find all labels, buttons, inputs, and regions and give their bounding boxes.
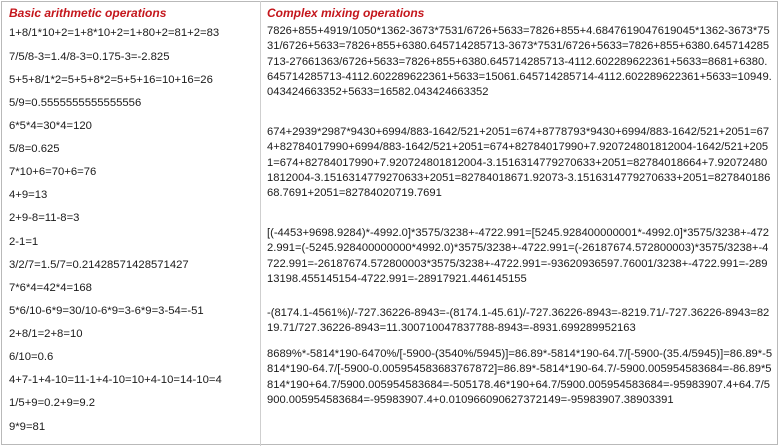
list-item: 1+8/1*10+2=1+8*10+2=1+80+2=81+2=83 — [9, 27, 220, 39]
expression-block: -(8174.1-4561%)/-727.36226-8943=-(8174.1-45.61)/-727.36226-8943=-8219.71/-727.36226-8943=8219.71/727.36226-8943=11.300710047837788-8943=-8931.699289952163 — [267, 307, 770, 335]
list-item: 5*6/10-6*9=30/10-6*9=3-6*9=3-54=-51 — [9, 305, 204, 317]
expression-block: 8689%*-5814*190-6470%/[-5900-(3540%/5945)]=86.89*-5814*190-64.7/[-5900-(35.4/5945)]=86.89*-5814*190-64.7/[-5900-0.005954583683767872]=86.89*-5814*190-64.7/-5900.005954583684=-86.89*5814*190+64.7/5900.005954583684=-505178.46*190+64.7/5900.005954583684=-95983907.4+64.7/5900.005954583684=-95983907.4+0.010966090627372149=-95983907.38903391 — [267, 348, 773, 406]
list-item: 7/5/8-3=1.4/8-3=0.175-3=-2.825 — [9, 51, 170, 63]
list-item: 2-1=1 — [9, 236, 39, 248]
expression-block: 7826+855+4919/1050*1362-3673*7531/6726+5633=7826+855+4.6847619047619045*1362-3673*7531/6726+5633=7826+855+6380.645714285713-3673*7531/6726+5633=7826+855+6380.645714285713-27661363/6726+5633=7826+855+6380.645714285713-4112.602289622361+5633=8681+6380.645714285713-4112.602289622361+5633=15061.645714285714-4112.602289622361+5633=10949.043424663352+5633=16582.043424663352 — [267, 25, 772, 99]
expression-block: 674+2939*2987*9430+6994/883-1642/521+2051=674+8778793*9430+6994/883-1642/521+2051=674+82784017990+6994/883-1642/521+2051=674+82784017990+7.920724801812004-1642/521+2051=674+82784017990+7.920724801812004-3.1516314779270633+2051=82784018664+7.920724801812004-3.1516314779270633+2051=82784018671.92073-3.1516314779270633+2051=82784018668.7691+2051=82784020719.7691 — [267, 126, 771, 200]
list-item: 7*10+6=70+6=76 — [9, 166, 97, 178]
list-item: 5+5+8/1*2=5+5+8*2=5+5+16=10+16=26 — [9, 74, 213, 86]
basic-arithmetic-title: Basic arithmetic operations — [9, 6, 167, 20]
list-item: 9*9=81 — [9, 421, 46, 433]
complex-mixing-title: Complex mixing operations — [267, 6, 425, 20]
list-item: 6/10=0.6 — [9, 351, 54, 363]
expression-block: [(-4453+9698.9284)*-4992.0]*3575/3238+-4722.991=[5245.928400000001*-4992.0]*3575/3238+-4722.991=(-5245.928400000000*4992.0)*3575/3238+-4722.991=(-26187674.572800003)*3575/3238+-4722.991=-26187674.572800003*3575/3238+-4722.991=-93620936597.76001/3238+-4722.991=-28913198.455145154-4722.991=-28917921.446145155 — [267, 227, 770, 285]
list-item: 5/9=0.5555555555555556 — [9, 97, 142, 109]
list-item: 4+9=13 — [9, 189, 48, 201]
list-item: 3/2/7=1.5/7=0.21428571428571427 — [9, 259, 189, 271]
list-item: 7*6*4=42*4=168 — [9, 282, 92, 294]
column-divider — [260, 1, 261, 446]
list-item: 1/5+9=0.2+9=9.2 — [9, 397, 96, 409]
list-item: 2+9-8=11-8=3 — [9, 212, 80, 224]
list-item: 5/8=0.625 — [9, 143, 60, 155]
list-item: 2+8/1=2+8=10 — [9, 328, 83, 340]
list-item: 6*5*4=30*4=120 — [9, 120, 92, 132]
list-item: 4+7-1+4-10=11-1+4-10=10+4-10=14-10=4 — [9, 374, 222, 386]
